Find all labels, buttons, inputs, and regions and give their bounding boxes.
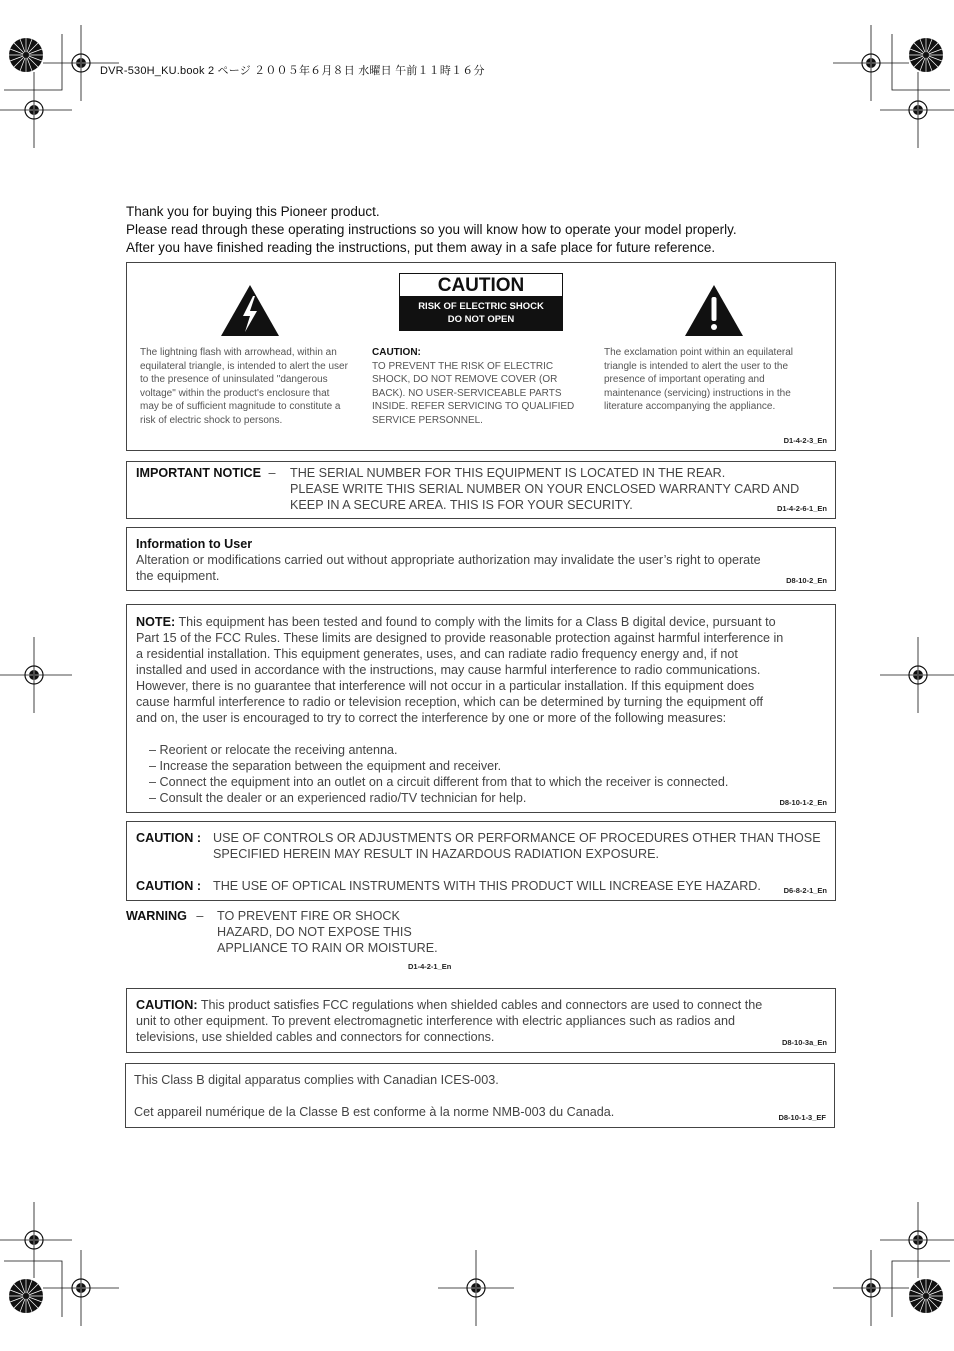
fcc-note-line-3: installed and used in accordance with the instructions, may cause harmful interference to radio communications. [136,663,761,677]
caution-center-text [372,346,590,427]
laser-caution-1-line-a: USE OF CONTROLS OR ADJUSTMENTS OR PERFORMANCE OF PROCEDURES OTHER THAN THOSE [213,831,821,845]
laser-caution-code: D6-8-2-1_En [783,886,827,895]
info-to-user-heading: Information to User [136,537,253,551]
fcc-note-line-5: cause harmful interference to radio or television reception, which can be determined by turning the equipment off [136,695,764,709]
caution-center-body: TO PREVENT THE RISK OF ELECTRIC SHOCK, DO NOT REMOVE COVER (OR BACK). NO USER-SERVICEABLE PARTS INSIDE. REFER SERVICING TO QUALIFIED SERVICE PERSONNEL. [372,360,575,426]
intro-text [126,203,737,257]
caution-badge [399,273,563,331]
info-to-user-line-1: Alteration or modifications carried out without appropriate authorization may invalidate the user’s right to operate [136,553,761,567]
fcc-note-line-1: Part 15 of the FCC Rules. These limits are designed to provide reasonable protection against harmful interference in [136,631,784,645]
fcc-measures-list [136,742,783,806]
warning-line-3: APPLIANCE TO RAIN OR MOISTURE. [217,941,438,955]
warning-dash: – [196,909,204,923]
important-notice-line-1: THE SERIAL NUMBER FOR THIS EQUIPMENT IS LOCATED IN THE REAR. [290,466,726,480]
list-item: – Reorient or relocate the receiving antenna. [149,743,398,757]
fcc-caution-text [136,997,762,1045]
important-notice-line-2: PLEASE WRITE THIS SERIAL NUMBER ON YOUR ENCLOSED WARRANTY CARD AND [290,482,800,496]
lightning-explanation: The lightning flash with arrowhead, within an equilateral triangle, is intended to alert the user to the presence of uninsulated "dangerous voltage" within the product's enclosure that may be of sufficient magnitude to constitute a risk of electric shock to persons. [140,347,348,426]
warning-text [217,908,438,956]
list-item: – Increase the separation between the equipment and receiver. [149,759,502,773]
fcc-caution-label: CAUTION: [136,998,198,1012]
fcc-caution-line-1-text: This product satisfies FCC regulations when shielded cables and connectors are used to connect the [197,998,763,1012]
info-to-user-content [136,536,761,584]
caution-box-code: D1-4-2-3_En [783,436,827,445]
canada-ices-box [125,1063,835,1128]
fcc-note-line-0 [136,614,783,630]
fcc-caution-code: D8-10-3a_En [781,1038,827,1047]
caution-badge-title: CAUTION [437,275,525,296]
intro-line-3: After you have finished reading the instructions, put them away in a safe place for future reference. [126,240,716,255]
fcc-note-code: D8-10-1-2_En [779,798,827,807]
warning-line-2: HAZARD, DO NOT EXPOSE THIS [217,925,412,939]
caution-center-heading: CAUTION: [372,347,421,358]
caution-badge-line-2: DO NOT OPEN [447,314,515,325]
important-notice-code: D1-4-2-6-1_En [776,504,827,513]
warning-label: WARNING [126,909,187,923]
intro-line-2: Please read through these operating instructions so you will know how to operate your model properly. [126,222,737,237]
lightning-triangle-icon [219,283,281,338]
warning-block [126,908,203,924]
info-to-user-box [126,527,836,591]
fcc-caution-line-3: televisions, use shielded cables and connectors for connections. [136,1030,495,1044]
fcc-note-line-4: However, there is no guarantee that interference will not occur in a particular installation. If this equipment does [136,679,755,693]
laser-caution-1-label: CAUTION : [136,831,202,845]
warning-line-1: TO PREVENT FIRE OR SHOCK [217,909,400,923]
canada-ices-code: D8-10-1-3_EF [778,1113,826,1122]
fcc-note-line-0-text: This equipment has been tested and found to comply with the limits for a Class B digital device, pursuant to [175,615,776,629]
info-to-user-code: D8-10-2_En [786,576,827,585]
exclamation-explanation: The exclamation point within an equilateral triangle is intended to alert the user to the presence of important operating and maintenance (servicing) instructions in the literature accompanying the appliance. [604,347,793,412]
important-notice-label [136,465,276,481]
important-notice-text [290,465,799,513]
list-item: – Consult the dealer or an experienced radio/TV technician for help. [149,791,527,805]
fcc-caution-line-1 [136,997,762,1013]
important-notice-box [126,461,836,519]
laser-caution-1-line-b: SPECIFIED HEREIN MAY RESULT IN HAZARDOUS RADIATION EXPOSURE. [213,847,659,861]
warning-code: D1-4-2-1_En [408,962,452,971]
canada-ices-line-1: This Class B digital apparatus complies with Canadian ICES-003. [134,1073,499,1087]
fcc-caution-box [126,988,836,1053]
exclamation-triangle-icon [683,283,745,338]
laser-caution-2 [136,878,761,894]
laser-caution-2-label: CAUTION : [136,879,202,893]
fcc-note-line-6: and on, the user is encouraged to try to correct the interference by one or more of the following measures: [136,711,727,725]
electric-shock-caution-box [126,262,836,451]
important-notice-dash: – [268,466,276,480]
important-notice-line-3: KEEP IN A SECURE AREA. THIS IS FOR YOUR SECURITY. [290,498,633,512]
fcc-caution-line-2: unit to other equipment. To prevent electromagnetic interference with electric appliances such as radios and [136,1014,736,1028]
caution-badge-subtitle [400,296,562,330]
list-item: – Connect the equipment into an outlet on a circuit different from that to which the receiver is connected. [149,775,729,789]
laser-caution-2-text: THE USE OF OPTICAL INSTRUMENTS WITH THIS PRODUCT WILL INCREASE EYE HAZARD. [213,879,761,893]
fcc-note-text [136,614,783,806]
info-to-user-line-2: the equipment. [136,569,220,583]
important-notice-heading: IMPORTANT NOTICE [136,466,261,480]
caution-badge-line-1: RISK OF ELECTRIC SHOCK [418,301,544,312]
intro-line-1: Thank you for buying this Pioneer product. [126,204,380,219]
fcc-note-label: NOTE: [136,615,176,629]
fcc-note-line-2: a residential installation. This equipment generates, uses, and can radiate radio frequency energy and, if not [136,647,738,661]
fcc-note-box [126,604,836,813]
laser-caution-box [126,821,836,901]
book-header: DVR-530H_KU.book 2 ページ ２００５年６月８日 水曜日 午前１１時１６分 [100,65,485,77]
canada-ices-line-2: Cet appareil numérique de la Classe B est conforme à la norme NMB-003 du Canada. [134,1105,615,1119]
laser-caution-1 [136,830,821,862]
